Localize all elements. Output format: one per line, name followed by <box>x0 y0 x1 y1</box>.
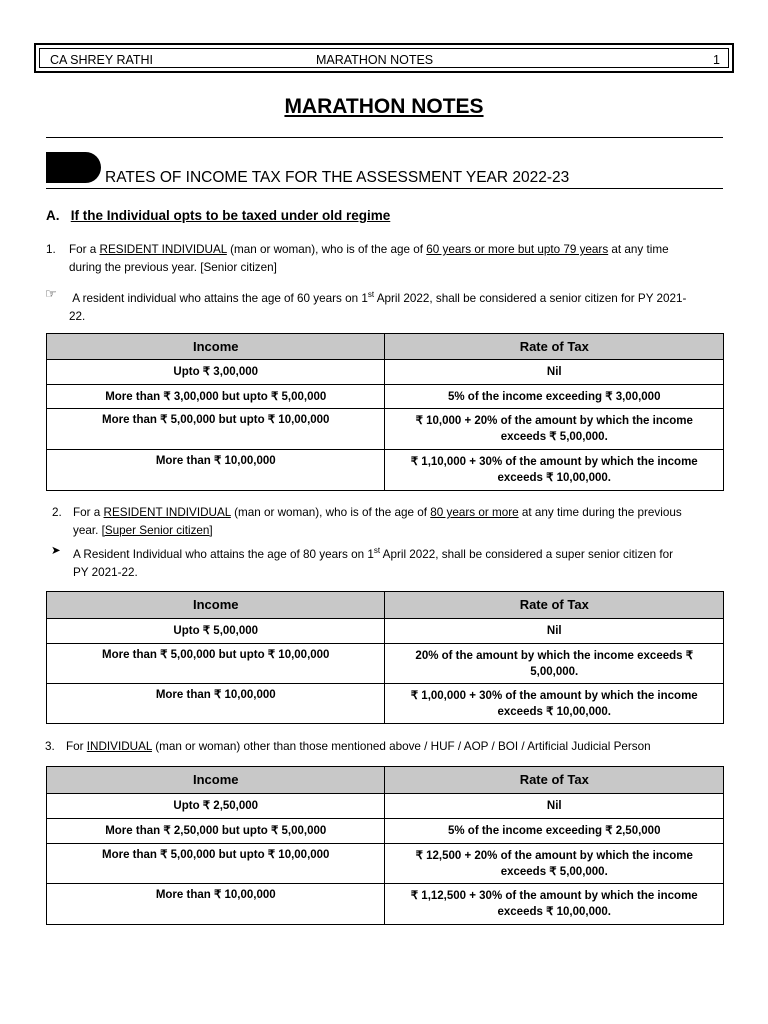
table-row <box>47 684 724 724</box>
rate-cell: 5% of the income exceeding ₹ 3,00,000 <box>385 385 724 409</box>
table-row <box>47 409 724 450</box>
header-page-number: 1 <box>713 53 720 67</box>
part-a-heading <box>46 207 390 226</box>
rate-cell: Nil <box>385 360 724 385</box>
rate-cell: ₹ 1,12,500 + 30% of the amount by which the income exceeds ₹ 10,00,000. <box>385 884 724 925</box>
section-marker-shape <box>46 152 101 183</box>
document-title: MARATHON NOTES <box>284 95 484 118</box>
table-header-row <box>47 592 724 619</box>
income-cell: Upto ₹ 3,00,000 <box>47 360 385 385</box>
rate-cell: ₹ 1,10,000 + 30% of the amount by which the income exceeds ₹ 10,00,000. <box>385 450 724 491</box>
note-2-text: A Resident Individual who attains the age of 80 years on 1st April 2022, shall be considered a super senior citizen for PY 2021-22. <box>73 546 674 579</box>
income-cell: More than ₹ 10,00,000 <box>47 684 385 724</box>
income-cell: Upto ₹ 2,50,000 <box>47 794 385 819</box>
rate-cell: Nil <box>385 619 724 644</box>
income-header: Income <box>47 592 385 619</box>
income-cell: More than ₹ 2,50,000 but upto ₹ 5,00,000 <box>47 819 385 844</box>
table-header-row <box>47 767 724 794</box>
income-cell: More than ₹ 3,00,000 but upto ₹ 5,00,000 <box>47 385 385 409</box>
arrow-bullet-icon: ➤ <box>51 544 61 557</box>
table-row <box>47 794 724 819</box>
tax-table-others <box>46 766 724 925</box>
rate-cell: ₹ 12,500 + 20% of the amount by which the income exceeds ₹ 5,00,000. <box>385 844 724 884</box>
income-cell: More than ₹ 5,00,000 but upto ₹ 10,00,000 <box>47 844 385 884</box>
tax-table-super-senior <box>46 591 724 724</box>
part-a-text: If the Individual opts to be taxed under old regime <box>70 208 391 223</box>
pointing-hand-icon: ☞ <box>45 286 57 301</box>
table-row <box>47 450 724 491</box>
rate-header: Rate of Tax <box>385 334 724 360</box>
item-2-number: 2. <box>52 506 62 519</box>
income-cell: More than ₹ 5,00,000 but upto ₹ 10,00,000 <box>47 644 385 684</box>
divider-section <box>46 188 723 189</box>
rate-header: Rate of Tax <box>385 592 724 619</box>
header-title: MARATHON NOTES <box>316 53 434 67</box>
table-row <box>47 884 724 925</box>
income-cell: More than ₹ 5,00,000 but upto ₹ 10,00,000 <box>47 409 385 450</box>
income-header: Income <box>47 334 385 360</box>
table-row <box>47 819 724 844</box>
table-row <box>47 644 724 684</box>
table-row <box>47 844 724 884</box>
income-cell: More than ₹ 10,00,000 <box>47 450 385 491</box>
header-author: CA SHREY RATHI <box>50 53 154 67</box>
part-a-marker: A. <box>46 208 60 223</box>
divider-top <box>46 137 723 138</box>
income-cell: Upto ₹ 5,00,000 <box>47 619 385 644</box>
page-header-inner <box>39 48 729 68</box>
rate-cell: 5% of the income exceeding ₹ 2,50,000 <box>385 819 724 844</box>
income-cell: More than ₹ 10,00,000 <box>47 884 385 925</box>
rate-cell: ₹ 1,00,000 + 30% of the amount by which the income exceeds ₹ 10,00,000. <box>385 684 724 724</box>
item-2-text: For a RESIDENT INDIVIDUAL (man or woman), who is of the age of 80 years or more at any time during the previous year. [Super Senior citizen] <box>73 506 682 537</box>
table-row <box>47 360 724 385</box>
item-1-text: For a RESIDENT INDIVIDUAL (man or woman), who is of the age of 60 years or more but upto 79 years at any time during the previous year. [Senior citizen] <box>69 243 669 274</box>
note-1-text: A resident individual who attains the age of 60 years on 1st April 2022, shall be considered a senior citizen for PY 2021- 22. <box>69 290 687 323</box>
page-header <box>34 43 734 73</box>
table-row <box>47 385 724 409</box>
item-3-text: For INDIVIDUAL (man or woman) other than those mentioned above / HUF / AOP / BOI / Artificial Judicial Person <box>66 740 651 753</box>
table-header-row <box>47 334 724 360</box>
item-1-number: 1. <box>46 243 56 256</box>
income-header: Income <box>47 767 385 794</box>
rate-header: Rate of Tax <box>385 767 724 794</box>
rate-cell: 20% of the amount by which the income exceeds ₹ 5,00,000. <box>385 644 724 684</box>
tax-table-senior <box>46 333 724 491</box>
table-row <box>47 619 724 644</box>
rate-cell: ₹ 10,000 + 20% of the amount by which the income exceeds ₹ 5,00,000. <box>385 409 724 450</box>
rate-cell: Nil <box>385 794 724 819</box>
item-3-number: 3. <box>45 740 55 753</box>
section-heading: RATES OF INCOME TAX FOR THE ASSESSMENT YEAR 2022-23 <box>105 169 570 186</box>
